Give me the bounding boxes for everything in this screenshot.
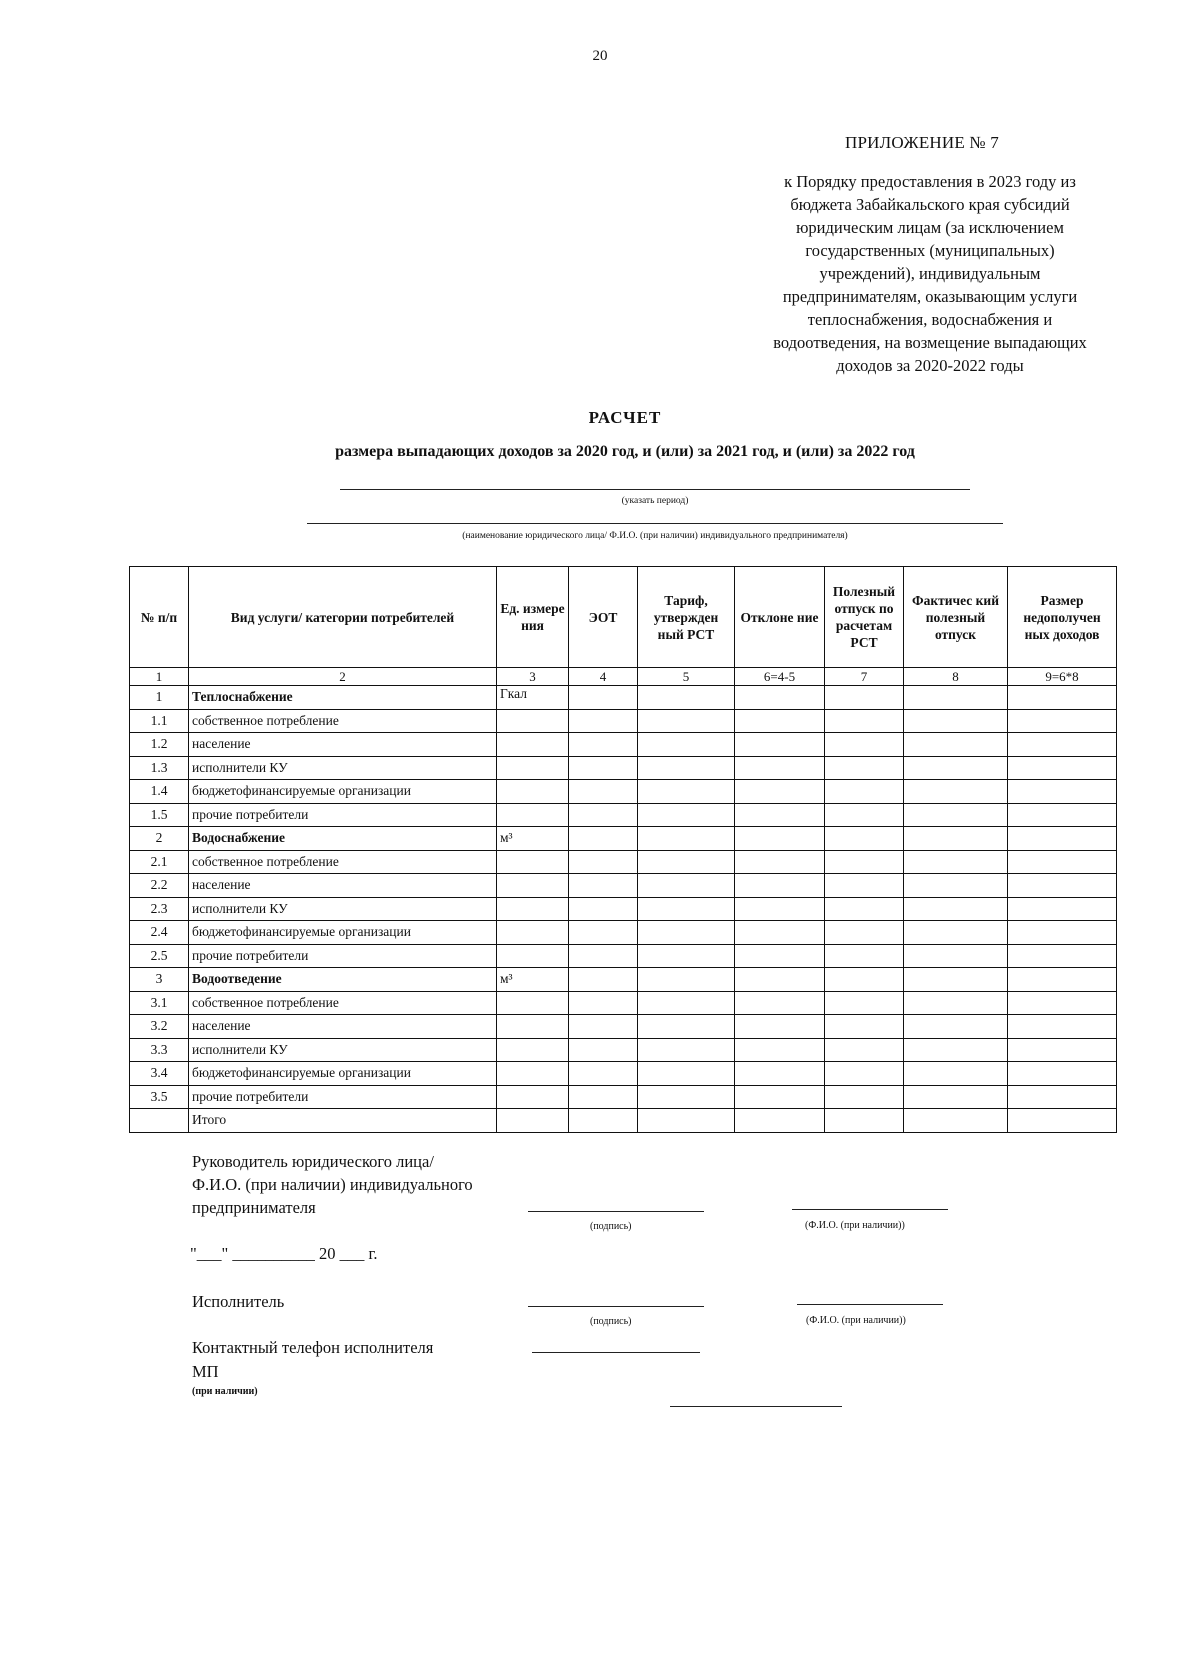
value-cell[interactable] (735, 827, 825, 851)
value-cell[interactable] (638, 733, 735, 757)
table-row (130, 897, 1117, 921)
table-row (130, 709, 1117, 733)
value-cell[interactable] (1008, 733, 1117, 757)
column-number-cell: 2 (189, 668, 497, 686)
executor-signature-line[interactable] (528, 1306, 704, 1307)
value-cell[interactable] (735, 1109, 825, 1133)
value-cell[interactable] (1008, 756, 1117, 780)
header-cell: Тариф, утвержден ный РСТ (638, 567, 735, 668)
value-cell[interactable] (1008, 850, 1117, 874)
head-label-line: предпринимателя (192, 1198, 316, 1217)
head-name-caption: (Ф.И.О. (при наличии)) (805, 1220, 905, 1231)
value-cell[interactable] (825, 1085, 904, 1109)
value-cell[interactable] (638, 1109, 735, 1133)
executor-label: Исполнитель (192, 1292, 285, 1311)
value-cell[interactable] (825, 827, 904, 851)
head-name-line[interactable] (792, 1209, 948, 1210)
unit-cell (497, 1062, 569, 1086)
appendix-line: доходов за 2020-2022 годы (836, 356, 1024, 375)
value-cell[interactable] (735, 921, 825, 945)
value-cell[interactable] (904, 733, 1008, 757)
column-number-cell: 7 (825, 668, 904, 686)
value-cell[interactable] (638, 991, 735, 1015)
value-cell[interactable] (638, 1015, 735, 1039)
table-row (130, 850, 1117, 874)
value-cell[interactable] (1008, 991, 1117, 1015)
unit-cell (497, 780, 569, 804)
unit-cell (497, 803, 569, 827)
value-cell[interactable] (1008, 803, 1117, 827)
service-name-cell: Водоотведение (189, 968, 497, 992)
column-number-cell: 1 (130, 668, 189, 686)
header-cell: Полезный отпуск по расчетам РСТ (825, 567, 904, 668)
value-cell[interactable] (904, 991, 1008, 1015)
unit-cell: м³ (497, 968, 569, 992)
service-name-cell: прочие потребители (189, 1085, 497, 1109)
table-row (130, 827, 1117, 851)
header-cell: № п/п (130, 567, 189, 668)
table-row (130, 780, 1117, 804)
table-row (130, 874, 1117, 898)
row-number-cell: 2.5 (130, 944, 189, 968)
row-number-cell: 2.4 (130, 921, 189, 945)
header-cell: Размер недополучен ных доходов (1008, 567, 1117, 668)
appendix-line: учреждений), индивидуальным (819, 264, 1041, 283)
value-cell[interactable] (904, 921, 1008, 945)
table-row (130, 921, 1117, 945)
value-cell[interactable] (904, 850, 1008, 874)
executor-name-line[interactable] (797, 1304, 943, 1305)
appendix-line: водоотведения, на возмещение выпадающих (773, 333, 1087, 352)
column-number-cell: 9=6*8 (1008, 668, 1117, 686)
service-name-cell: исполнители КУ (189, 756, 497, 780)
value-cell[interactable] (825, 874, 904, 898)
table-row (130, 733, 1117, 757)
unit-cell (497, 756, 569, 780)
head-label (192, 1150, 473, 1219)
service-name-cell: Водоснабжение (189, 827, 497, 851)
value-cell[interactable] (1008, 1062, 1117, 1086)
value-cell[interactable] (1008, 1038, 1117, 1062)
header-cell: ЭОТ (569, 567, 638, 668)
row-number-cell: 3.4 (130, 1062, 189, 1086)
table-row (130, 1085, 1117, 1109)
entity-caption: (наименование юридического лица/ Ф.И.О. (при наличии) индивидуального предпринимателя) (462, 531, 848, 541)
value-cell[interactable] (735, 803, 825, 827)
value-cell[interactable] (735, 874, 825, 898)
value-cell[interactable] (735, 780, 825, 804)
value-cell[interactable] (825, 1109, 904, 1133)
column-number-cell: 5 (638, 668, 735, 686)
header-cell: Отклоне ние (735, 567, 825, 668)
value-cell[interactable] (904, 1015, 1008, 1039)
period-line (340, 489, 970, 490)
unit-cell (497, 921, 569, 945)
header-cell: Ед. измере ния (497, 567, 569, 668)
value-cell[interactable] (1008, 874, 1117, 898)
value-cell[interactable] (569, 921, 638, 945)
row-number-cell: 3.5 (130, 1085, 189, 1109)
stamp-label: МП (192, 1362, 219, 1381)
table-body (130, 686, 1117, 1133)
header-cell: Вид услуги/ категории потребителей (189, 567, 497, 668)
value-cell[interactable] (735, 1015, 825, 1039)
value-cell[interactable] (904, 1085, 1008, 1109)
value-cell[interactable] (638, 944, 735, 968)
value-cell[interactable] (825, 780, 904, 804)
service-name-cell: собственное потребление (189, 850, 497, 874)
service-name-cell: прочие потребители (189, 944, 497, 968)
table-row (130, 1109, 1117, 1133)
row-number-cell: 2.2 (130, 874, 189, 898)
unit-cell (497, 1038, 569, 1062)
value-cell[interactable] (638, 968, 735, 992)
value-cell[interactable] (825, 968, 904, 992)
service-name-cell: население (189, 1015, 497, 1039)
service-name-cell: Итого (189, 1109, 497, 1133)
unit-cell (497, 733, 569, 757)
value-cell[interactable] (735, 733, 825, 757)
value-cell[interactable] (735, 850, 825, 874)
appendix-line: к Порядку предоставления в 2023 году из (784, 172, 1076, 191)
value-cell[interactable] (825, 756, 904, 780)
value-cell[interactable] (638, 686, 735, 710)
value-cell[interactable] (825, 733, 904, 757)
value-cell[interactable] (569, 1062, 638, 1086)
executor-name-caption: (Ф.И.О. (при наличии)) (806, 1315, 906, 1326)
value-cell[interactable] (904, 1109, 1008, 1133)
value-cell[interactable] (904, 803, 1008, 827)
value-cell[interactable] (569, 968, 638, 992)
value-cell[interactable] (638, 803, 735, 827)
value-cell[interactable] (904, 897, 1008, 921)
value-cell[interactable] (569, 1015, 638, 1039)
value-cell[interactable] (638, 921, 735, 945)
unit-cell (497, 850, 569, 874)
phone-label: Контактный телефон исполнителя (192, 1338, 434, 1357)
value-cell[interactable] (638, 756, 735, 780)
value-cell[interactable] (569, 1038, 638, 1062)
value-cell[interactable] (735, 968, 825, 992)
table-row (130, 1015, 1117, 1039)
value-cell[interactable] (825, 944, 904, 968)
value-cell[interactable] (904, 968, 1008, 992)
value-cell[interactable] (1008, 1109, 1117, 1133)
unit-cell (497, 1015, 569, 1039)
appendix-line: юридическим лицам (за исключением (796, 218, 1064, 237)
value-cell[interactable] (569, 709, 638, 733)
value-cell[interactable] (735, 756, 825, 780)
service-name-cell: прочие потребители (189, 803, 497, 827)
value-cell[interactable] (1008, 780, 1117, 804)
unit-cell (497, 1085, 569, 1109)
appendix-line: теплоснабжения, водоснабжения и (807, 310, 1053, 329)
table-header-row (130, 567, 1117, 668)
document-title: РАСЧЕТ (588, 408, 662, 427)
value-cell[interactable] (904, 1038, 1008, 1062)
appendix-line: государственных (муниципальных) (805, 241, 1055, 260)
value-cell[interactable] (569, 850, 638, 874)
stamp-caption: (при наличии) (192, 1386, 258, 1397)
service-name-cell: население (189, 733, 497, 757)
unit-cell (497, 709, 569, 733)
value-cell[interactable] (569, 1085, 638, 1109)
value-cell[interactable] (1008, 944, 1117, 968)
service-name-cell: Теплоснабжение (189, 686, 497, 710)
column-number-cell: 8 (904, 668, 1008, 686)
value-cell[interactable] (735, 1085, 825, 1109)
value-cell[interactable] (1008, 827, 1117, 851)
value-cell[interactable] (638, 897, 735, 921)
value-cell[interactable] (1008, 897, 1117, 921)
row-number-cell: 3 (130, 968, 189, 992)
service-name-cell: население (189, 874, 497, 898)
service-name-cell: собственное потребление (189, 991, 497, 1015)
service-name-cell: бюджетофинансируемые организации (189, 780, 497, 804)
head-label-line: Руководитель юридического лица/ (192, 1152, 434, 1171)
value-cell[interactable] (569, 944, 638, 968)
value-cell[interactable] (904, 756, 1008, 780)
column-number-cell: 3 (497, 668, 569, 686)
entity-line (307, 523, 1003, 524)
value-cell[interactable] (638, 1062, 735, 1086)
phone-line[interactable] (532, 1352, 700, 1353)
unit-cell (497, 897, 569, 921)
stamp-line (670, 1406, 842, 1407)
table-row (130, 991, 1117, 1015)
service-name-cell: бюджетофинансируемые организации (189, 1062, 497, 1086)
table-row (130, 968, 1117, 992)
value-cell[interactable] (825, 921, 904, 945)
value-cell[interactable] (825, 991, 904, 1015)
value-cell[interactable] (638, 874, 735, 898)
value-cell[interactable] (1008, 709, 1117, 733)
value-cell[interactable] (569, 1109, 638, 1133)
row-number-cell: 2.1 (130, 850, 189, 874)
table-row (130, 944, 1117, 968)
value-cell[interactable] (735, 897, 825, 921)
unit-cell (497, 991, 569, 1015)
executor-signature-caption: (подпись) (590, 1316, 632, 1327)
value-cell[interactable] (904, 1062, 1008, 1086)
unit-cell: м³ (497, 827, 569, 851)
value-cell[interactable] (825, 1015, 904, 1039)
service-name-cell: бюджетофинансируемые организации (189, 921, 497, 945)
row-number-cell: 1 (130, 686, 189, 710)
value-cell[interactable] (735, 991, 825, 1015)
value-cell[interactable] (1008, 686, 1117, 710)
table-row (130, 1038, 1117, 1062)
appendix-title: ПРИЛОЖЕНИЕ № 7 (845, 133, 999, 152)
unit-cell: Гкал (497, 686, 569, 710)
value-cell[interactable] (569, 991, 638, 1015)
row-number-cell: 2 (130, 827, 189, 851)
value-cell[interactable] (735, 1062, 825, 1086)
row-number-cell: 1.5 (130, 803, 189, 827)
value-cell[interactable] (569, 733, 638, 757)
value-cell[interactable] (735, 709, 825, 733)
value-cell[interactable] (735, 1038, 825, 1062)
value-cell[interactable] (1008, 1015, 1117, 1039)
table-row (130, 803, 1117, 827)
column-number-cell: 6=4-5 (735, 668, 825, 686)
value-cell[interactable] (1008, 921, 1117, 945)
document-subtitle: размера выпадающих доходов за 2020 год, и (или) за 2021 год, и (или) за 2022 год (335, 443, 915, 460)
row-number-cell: 2.3 (130, 897, 189, 921)
appendix-line: предпринимателям, оказывающим услуги (782, 287, 1078, 306)
row-number-cell (130, 1109, 189, 1133)
period-caption: (указать период) (621, 496, 689, 506)
calculation-table (129, 566, 1117, 1133)
value-cell[interactable] (904, 686, 1008, 710)
appendix-line: бюджета Забайкальского края субсидий (790, 195, 1070, 214)
value-cell[interactable] (825, 803, 904, 827)
value-cell[interactable] (904, 944, 1008, 968)
value-cell[interactable] (638, 780, 735, 804)
value-cell[interactable] (825, 850, 904, 874)
unit-cell (497, 874, 569, 898)
service-name-cell: исполнители КУ (189, 1038, 497, 1062)
value-cell[interactable] (904, 709, 1008, 733)
appendix-text (740, 170, 1120, 377)
value-cell[interactable] (638, 850, 735, 874)
value-cell[interactable] (569, 756, 638, 780)
row-number-cell: 3.3 (130, 1038, 189, 1062)
value-cell[interactable] (1008, 968, 1117, 992)
value-cell[interactable] (825, 686, 904, 710)
unit-cell (497, 1109, 569, 1133)
value-cell[interactable] (825, 1062, 904, 1086)
row-number-cell: 1.2 (130, 733, 189, 757)
value-cell[interactable] (638, 709, 735, 733)
header-cell: Фактичес кий полезный отпуск (904, 567, 1008, 668)
value-cell[interactable] (825, 1038, 904, 1062)
service-name-cell: исполнители КУ (189, 897, 497, 921)
service-name-cell: собственное потребление (189, 709, 497, 733)
value-cell[interactable] (735, 944, 825, 968)
value-cell[interactable] (825, 709, 904, 733)
value-cell[interactable] (825, 897, 904, 921)
value-cell[interactable] (1008, 1085, 1117, 1109)
value-cell[interactable] (569, 780, 638, 804)
page-number: 20 (592, 48, 608, 64)
value-cell[interactable] (638, 1038, 735, 1062)
table-row (130, 1062, 1117, 1086)
value-cell[interactable] (569, 897, 638, 921)
row-number-cell: 1.4 (130, 780, 189, 804)
value-cell[interactable] (638, 1085, 735, 1109)
row-number-cell: 3.1 (130, 991, 189, 1015)
column-number-row (130, 668, 1117, 686)
value-cell[interactable] (904, 874, 1008, 898)
row-number-cell: 1.3 (130, 756, 189, 780)
column-number-cell: 4 (569, 668, 638, 686)
value-cell[interactable] (569, 874, 638, 898)
value-cell[interactable] (904, 827, 1008, 851)
value-cell[interactable] (569, 827, 638, 851)
value-cell[interactable] (569, 686, 638, 710)
value-cell[interactable] (569, 803, 638, 827)
head-signature-line[interactable] (528, 1211, 704, 1212)
date-field[interactable]: "___" __________ 20 ___ г. (190, 1244, 378, 1263)
value-cell[interactable] (638, 827, 735, 851)
head-label-line: Ф.И.О. (при наличии) индивидуального (192, 1175, 473, 1194)
table-row (130, 686, 1117, 710)
head-signature-caption: (подпись) (590, 1221, 632, 1232)
value-cell[interactable] (904, 780, 1008, 804)
row-number-cell: 1.1 (130, 709, 189, 733)
unit-cell (497, 944, 569, 968)
row-number-cell: 3.2 (130, 1015, 189, 1039)
table-row (130, 756, 1117, 780)
value-cell[interactable] (735, 686, 825, 710)
